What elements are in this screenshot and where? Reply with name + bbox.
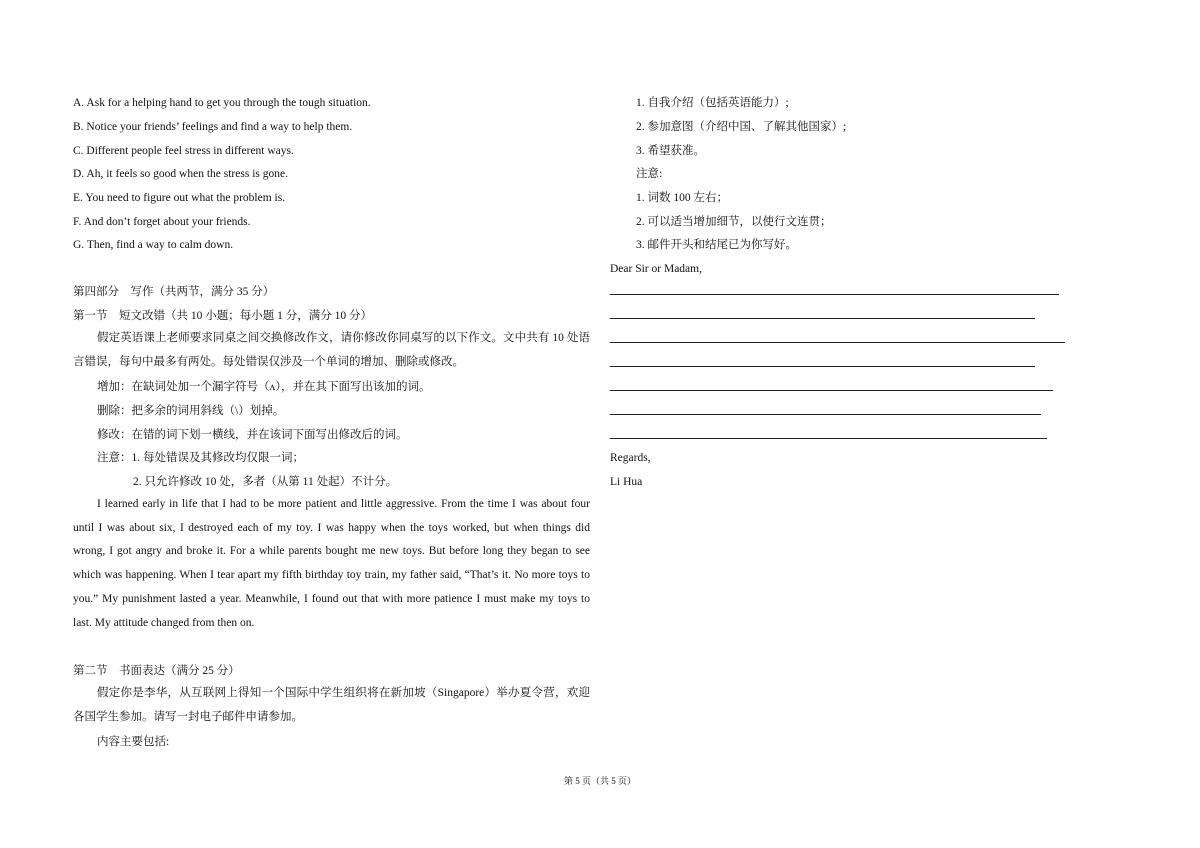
section1-title: 第一节 短文改错（共 10 小题；每小题 1 分，满分 10 分） xyxy=(73,310,372,322)
section2-intro: 假定你是李华，从互联网上得知一个国际中学生组织将在新加坡（Singapore）举办夏令营，欢迎各国学生参加。请写一封电子邮件申请参加。 xyxy=(73,687,590,723)
writing-line xyxy=(610,366,1035,367)
note-2: 2. 只允许修改 10 处，多者（从第 11 处起）不计分。 xyxy=(133,476,398,488)
rule-modify: 修改：在错的词下划一横线，并在该词下面写出修改后的词。 xyxy=(97,429,408,441)
writing-line xyxy=(610,390,1053,391)
salutation: Dear Sir or Madam, xyxy=(610,263,702,275)
content-heading: 内容主要包括: xyxy=(97,736,170,748)
writing-line xyxy=(610,438,1047,439)
page-footer: 第 5 页（共 5 页） xyxy=(563,776,636,786)
note-1: 注意：1. 每处错误及其修改均仅限一词； xyxy=(97,452,304,464)
option-b: B. Notice your friends’ feelings and find a way to help them. xyxy=(73,121,353,133)
writing-line xyxy=(610,294,1059,295)
option-g: G. Then, find a way to calm down. xyxy=(73,239,234,251)
content-item-2: 2. 参加意图（介绍中国、了解其他国家）; xyxy=(636,121,847,133)
part4-title: 第四部分 写作（共两节，满分 35 分） xyxy=(73,286,275,298)
option-a: A. Ask for a helping hand to get you through the tough situation. xyxy=(73,97,371,109)
option-d: D. Ah, it feels so good when the stress is gone. xyxy=(73,168,288,180)
note-item-2: 2. 可以适当增加细节，以使行文连贯； xyxy=(636,216,832,228)
section2-title: 第二节 书面表达（满分 25 分） xyxy=(73,665,240,677)
closing: Regards, xyxy=(610,452,651,464)
rule-delete: 删除：把多余的词用斜线（\）划掉。 xyxy=(97,405,285,417)
writing-line xyxy=(610,318,1035,319)
content-item-1: 1. 自我介绍（包括英语能力）; xyxy=(636,97,789,109)
note-item-1: 1. 词数 100 左右； xyxy=(636,192,728,204)
error-correction-passage: I learned early in life that I had to be more patient and little aggressive. From the time I was about four until I was about six, I destroyed each of my toy. I was happy when the toys worked, but when things did wrong, I got angry and broke it. For a while parents bought me new toys. But before long they began to see which was happening. When I tear apart my fifth birthday toy train, my father said, “That’s it. No more toys to you.” My punishment lasted a year. Meanwhile, I found out that with more patience I must make my toys to last. My attitude changed from then on. xyxy=(73,498,590,629)
rule-add: 增加：在缺词处加一个漏字符号（ʌ），并在其下面写出该加的词。 xyxy=(97,381,431,393)
signature: Li Hua xyxy=(610,476,643,488)
note-heading: 注意: xyxy=(636,168,663,180)
writing-line xyxy=(610,414,1041,415)
content-item-3: 3. 希望获准。 xyxy=(636,145,705,157)
writing-line xyxy=(610,342,1065,343)
option-f: F. And don’t forget about your friends. xyxy=(73,216,251,228)
section1-intro: 假定英语课上老师要求同桌之间交换修改作文，请你修改你同桌写的以下作文。文中共有 10 处语言错误，每句中最多有两处。每处错误仅涉及一个单词的增加、删除或修改。 xyxy=(73,332,590,368)
option-e: E. You need to figure out what the problem is. xyxy=(73,192,286,204)
option-c: C. Different people feel stress in different ways. xyxy=(73,145,294,157)
note-item-3: 3. 邮件开头和结尾已为你写好。 xyxy=(636,239,797,251)
